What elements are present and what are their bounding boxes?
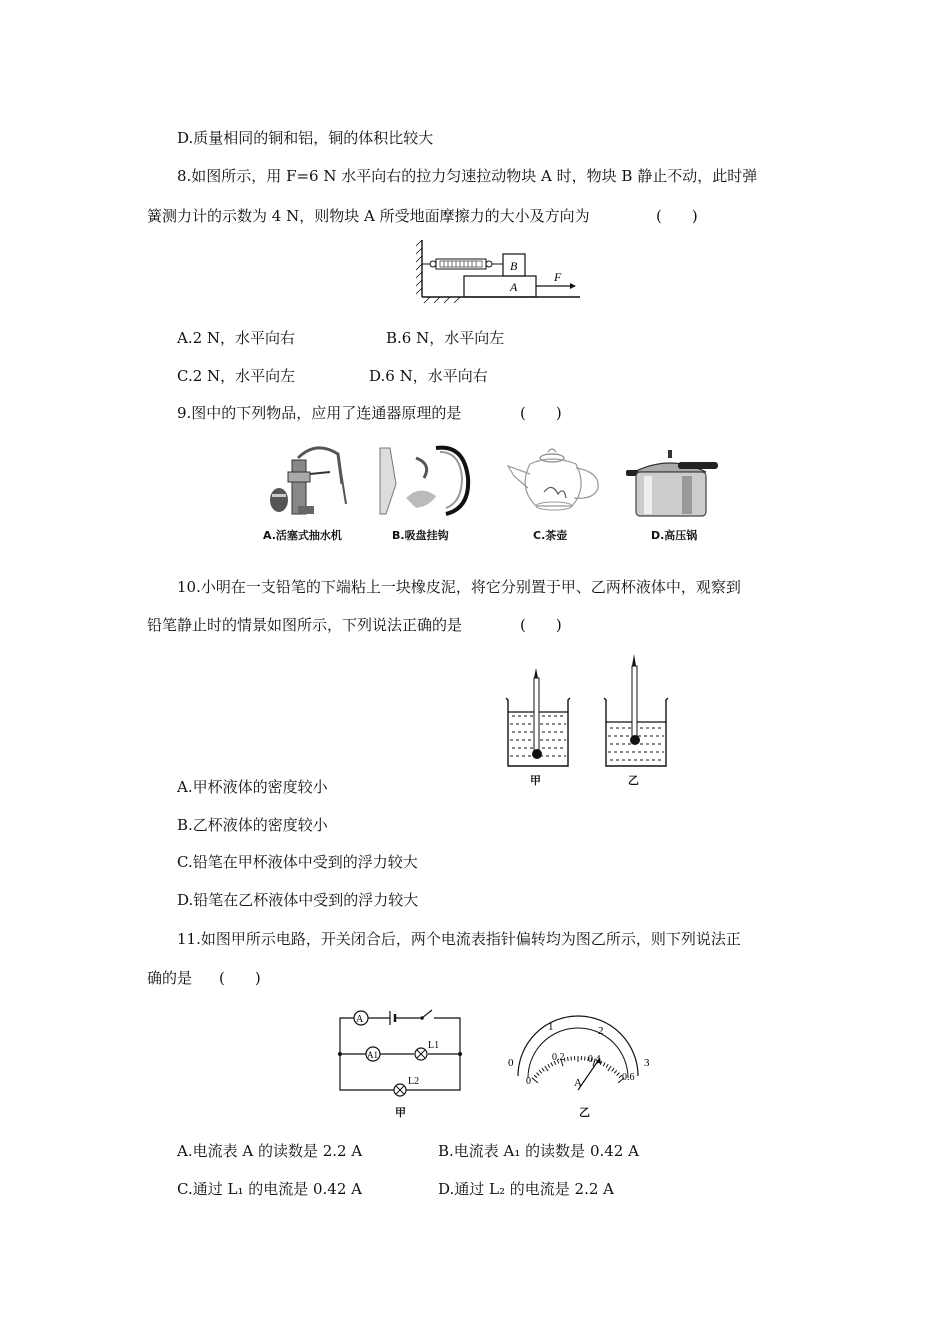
q8-stem-line2: 簧测力计的示数为 4 N，则物块 A 所受地面摩擦力的大小及方向为 [147, 207, 590, 225]
dial-tick [606, 1064, 608, 1067]
dial-tick [612, 1068, 614, 1071]
dial-bottom-0: 0 [526, 1076, 531, 1087]
caption-pressure-cooker: D.高压锅 [651, 529, 698, 542]
q11-option-b: B.电流表 A₁ 的读数是 0.42 A [438, 1142, 639, 1160]
dial-tick [532, 1078, 538, 1083]
dial-tick [539, 1070, 542, 1073]
q9-answer-paren: ( ) [520, 404, 562, 422]
lamp-l2-label: L2 [408, 1076, 420, 1087]
dial-tick [548, 1064, 550, 1067]
q10-option-b: B.乙杯液体的密度较小 [177, 816, 328, 834]
q8-option-c: C.2 N，水平向左 [177, 367, 296, 385]
beaker-jia-caption: 甲 [530, 774, 541, 787]
q10-option-d: D.铅笔在乙杯液体中受到的浮力较大 [177, 891, 419, 909]
q11-answer-paren: ( ) [219, 969, 261, 987]
dial-tick [542, 1068, 544, 1071]
dial-top-3: 3 [644, 1057, 650, 1069]
q8-option-a: A.2 N，水平向右 [177, 329, 296, 347]
q8-stem-line1: 8.如图所示，用 F=6 N 水平向右的拉力匀速拉动物块 A 时，物块 B 静止不动，此时弹 [177, 167, 758, 185]
beaker-jia-figure [504, 668, 572, 770]
q11-option-c: C.通过 L₁ 的电流是 0.42 A [177, 1180, 362, 1198]
ammeter-dial-yi [500, 1018, 660, 1090]
block-b-label: B [510, 259, 518, 273]
caption-piston-pump: A.活塞式抽水机 [263, 529, 342, 542]
dial-bottom-0-4: 0.4 [588, 1054, 601, 1065]
force-f-label: F [554, 270, 562, 284]
suction-hook-image [376, 444, 476, 518]
dial-tick [568, 1057, 569, 1061]
dial-tick [617, 1073, 620, 1076]
dial-top-2: 2 [598, 1025, 604, 1037]
dial-caption-yi: 乙 [579, 1106, 590, 1119]
q10-stem-line2: 铅笔静止时的情景如图所示，下列说法正确的是 [147, 616, 463, 634]
caption-teapot: C.茶壶 [533, 529, 568, 542]
q9-stem: 9.图中的下列物品，应用了连通器原理的是 [177, 404, 462, 422]
dial-tick [537, 1073, 540, 1076]
block-a-label: A [510, 280, 518, 294]
lamp-l1-label: L1 [428, 1040, 440, 1051]
pressure-cooker-image [624, 448, 722, 520]
q11-stem-line2: 确的是 [147, 969, 193, 987]
dial-tick [534, 1075, 537, 1078]
dial-top-1: 1 [548, 1021, 554, 1033]
teapot-image [504, 444, 608, 518]
q8-option-b: B.6 N，水平向左 [386, 329, 505, 347]
ammeter-a-label: A [356, 1014, 364, 1025]
dial-tick [551, 1063, 553, 1067]
beaker-yi-figure [602, 654, 670, 770]
q7-option-d: D.质量相同的铜和铝，铜的体积比较大 [177, 129, 434, 147]
q11-option-d: D.通过 L₂ 的电流是 2.2 A [438, 1180, 614, 1198]
dial-tick [608, 1066, 611, 1071]
q10-option-c: C.铅笔在甲杯液体中受到的浮力较大 [177, 853, 418, 871]
q11-option-a: A.电流表 A 的读数是 2.2 A [177, 1142, 363, 1160]
dial-top-0: 0 [508, 1057, 514, 1069]
dial-tick [603, 1063, 605, 1067]
circuit-caption-jia: 甲 [395, 1106, 406, 1119]
caption-suction-hook: B.吸盘挂钩 [392, 529, 449, 542]
circuit-diagram-jia [336, 1006, 466, 1118]
q10-answer-paren: ( ) [520, 616, 562, 634]
q10-option-a: A.甲杯液体的密度较小 [177, 778, 328, 796]
dial-tick [545, 1066, 548, 1071]
beaker-yi-caption: 乙 [628, 774, 639, 787]
q8-answer-paren: ( ) [656, 207, 698, 225]
q8-option-d: D.6 N，水平向右 [369, 367, 488, 385]
q8-spring-scale-figure [404, 240, 580, 302]
dial-bottom-0-6: 0.6 [622, 1072, 635, 1083]
dial-bottom-0-2: 0.2 [552, 1052, 565, 1063]
ammeter-a1-label: A1 [367, 1050, 378, 1060]
dial-tick [614, 1070, 617, 1073]
q10-stem-line1: 10.小明在一支铅笔的下端粘上一块橡皮泥，将它分别置于甲、乙两杯液体中，观察到 [177, 578, 741, 596]
dial-unit-label: A [574, 1077, 582, 1089]
q11-stem-line1: 11.如图甲所示电路，开关闭合后，两个电流表指针偏转均为图乙所示，则下列说法正 [177, 930, 741, 948]
piston-pump-image [268, 444, 348, 518]
